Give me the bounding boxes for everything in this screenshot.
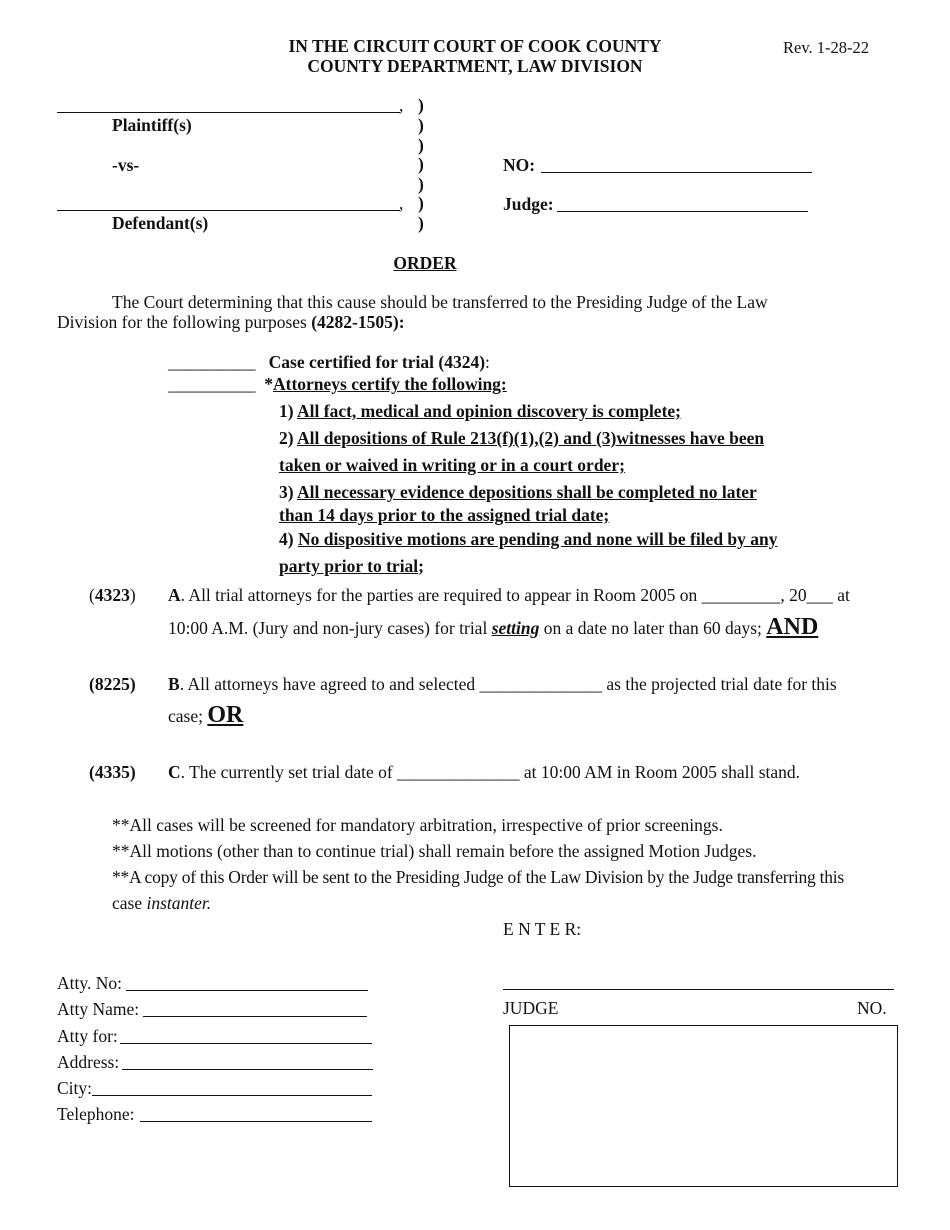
- defendant-comma: ,: [399, 193, 404, 213]
- code-close: ): [129, 585, 136, 605]
- case-certified-blank[interactable]: __________: [168, 352, 256, 372]
- atty-number-row: [57, 973, 122, 994]
- option-text: 10:00 A.M. (Jury and non-jury cases) for trial: [168, 618, 492, 638]
- caption-paren: ): [418, 154, 424, 174]
- case-certified-colon: :: [485, 352, 490, 372]
- intro-text: Division for the following purposes: [57, 312, 312, 332]
- item-number: 3): [279, 482, 297, 502]
- conjunction-and: AND: [766, 614, 819, 640]
- code-open: (: [89, 585, 95, 605]
- item-text: All necessary evidence depositions shall be completed no later: [297, 482, 757, 502]
- telephone-line[interactable]: [140, 1121, 372, 1122]
- option-a-code: [89, 585, 136, 606]
- caption-paren: ): [418, 115, 424, 135]
- option-c-line1: [168, 762, 800, 783]
- certify-item-1: [279, 401, 681, 422]
- option-text: . All trial attorneys for the parties are required to appear in Room 2005 on _________, 20___ at: [180, 585, 850, 605]
- caption-paren: ): [418, 193, 424, 213]
- address-label: Address:: [57, 1052, 120, 1072]
- attorneys-certify-star: *: [264, 374, 273, 394]
- option-b-line2: [168, 702, 243, 729]
- certify-item-2-cont: taken or waived in writing or in a court order;: [279, 455, 625, 475]
- address-line[interactable]: [122, 1069, 373, 1070]
- item-text: party prior to trial: [279, 556, 419, 576]
- item-tail: ;: [418, 556, 424, 576]
- certify-item-2: [279, 428, 764, 449]
- note-copy-line2: [112, 893, 211, 914]
- item-text: No dispositive motions are pending and none will be filed by any: [297, 529, 778, 549]
- attorneys-certify-label: Attorneys certify the following:: [273, 374, 507, 394]
- telephone-label: Telephone:: [57, 1104, 135, 1124]
- defendant-label: Defendant(s): [112, 213, 209, 233]
- caption-paren: ): [418, 95, 424, 115]
- address-row: [57, 1052, 119, 1073]
- atty-name-row: [57, 999, 139, 1020]
- plaintiff-label: Plaintiff(s): [112, 115, 192, 135]
- city-label: City:: [57, 1078, 93, 1098]
- option-emphasis: setting: [491, 618, 540, 638]
- city-line[interactable]: [92, 1095, 372, 1096]
- judge-stamp-box[interactable]: [509, 1025, 898, 1187]
- plaintiff-comma: ,: [399, 95, 404, 115]
- judge-number-label: NO.: [857, 998, 887, 1018]
- option-letter: A: [168, 585, 181, 605]
- note-emphasis: instanter.: [146, 893, 212, 913]
- option-letter: C: [168, 762, 181, 782]
- order-title: ORDER: [393, 253, 457, 273]
- certify-item-4-cont: [279, 556, 424, 577]
- atty-name-label: Atty Name:: [57, 999, 140, 1019]
- atty-for-label: Atty for:: [57, 1026, 118, 1046]
- revision-date: Rev. 1-28-22: [783, 38, 869, 57]
- defendant-name-line[interactable]: [57, 210, 400, 211]
- option-text: on a date no later than 60 days;: [539, 618, 767, 638]
- case-certified-label: Case certified for trial (4324): [268, 352, 486, 372]
- city-row: [57, 1078, 92, 1099]
- option-text: . The currently set trial date of ______________ at 10:00 AM in Room 2005 shall stand.: [180, 762, 801, 782]
- attorneys-certify-blank[interactable]: __________: [168, 374, 256, 394]
- option-b-code: (8225): [89, 674, 136, 694]
- case-certified-row: [168, 352, 490, 373]
- item-number: 4): [279, 529, 298, 549]
- judge-label: Judge:: [503, 194, 554, 214]
- order-intro-line1: The Court determining that this cause should be transferred to the Presiding Judge of the Law: [112, 292, 768, 312]
- option-b-line1: [168, 674, 837, 695]
- attorneys-certify-row: [168, 374, 507, 395]
- atty-for-line[interactable]: [120, 1043, 372, 1044]
- item-number: 1): [279, 401, 297, 421]
- judge-signature-line[interactable]: [503, 989, 894, 990]
- court-title-line2: COUNTY DEPARTMENT, LAW DIVISION: [307, 56, 643, 76]
- option-text: . All attorneys have agreed to and selected ______________ as the projected trial date for this: [179, 674, 837, 694]
- item-text: All fact, medical and opinion discovery is complete;: [297, 401, 682, 421]
- case-number-label: NO:: [503, 155, 536, 175]
- judge-signature-label: JUDGE: [503, 998, 559, 1018]
- order-intro-line2: [57, 312, 405, 333]
- conjunction-or: OR: [207, 702, 244, 728]
- plaintiff-name-line[interactable]: [57, 112, 400, 113]
- option-letter: B: [168, 674, 180, 694]
- note-motions: **All motions (other than to continue trial) shall remain before the assigned Motion Judges.: [112, 841, 757, 861]
- certify-item-3: [279, 482, 757, 503]
- certify-item-4: [279, 529, 778, 550]
- code-number: 4323: [94, 585, 130, 605]
- note-arbitration: **All cases will be screened for mandatory arbitration, irrespective of prior screenings.: [112, 815, 723, 835]
- case-number-line[interactable]: [541, 172, 812, 173]
- option-text: case;: [168, 706, 208, 726]
- atty-name-line[interactable]: [143, 1016, 367, 1017]
- telephone-row: [57, 1104, 135, 1125]
- certify-item-3-cont: than 14 days prior to the assigned trial date;: [279, 505, 610, 525]
- option-a-line1: [168, 585, 850, 606]
- caption-paren: ): [418, 174, 424, 194]
- caption-paren: ): [418, 135, 424, 155]
- court-title-line1: IN THE CIRCUIT COURT OF COOK COUNTY: [288, 36, 662, 56]
- item-number: 2): [279, 428, 297, 448]
- judge-name-line[interactable]: [557, 211, 808, 212]
- enter-label: E N T E R:: [503, 919, 582, 939]
- option-c-code: (4335): [89, 762, 136, 782]
- caption-paren: ): [418, 213, 424, 233]
- atty-number-line[interactable]: [126, 990, 368, 991]
- note-copy-line1: **A copy of this Order will be sent to the Presiding Judge of the Law Division by the Judge transferring this: [112, 867, 844, 887]
- versus-label: -vs-: [112, 155, 140, 175]
- intro-code: (4282-1505):: [311, 312, 405, 332]
- note-text: case: [112, 893, 147, 913]
- atty-for-row: [57, 1026, 118, 1047]
- option-a-line2: [168, 614, 818, 641]
- item-text: All depositions of Rule 213(f)(1),(2) and (3)witnesses have been: [297, 428, 765, 448]
- atty-number-label: Atty. No:: [57, 973, 122, 993]
